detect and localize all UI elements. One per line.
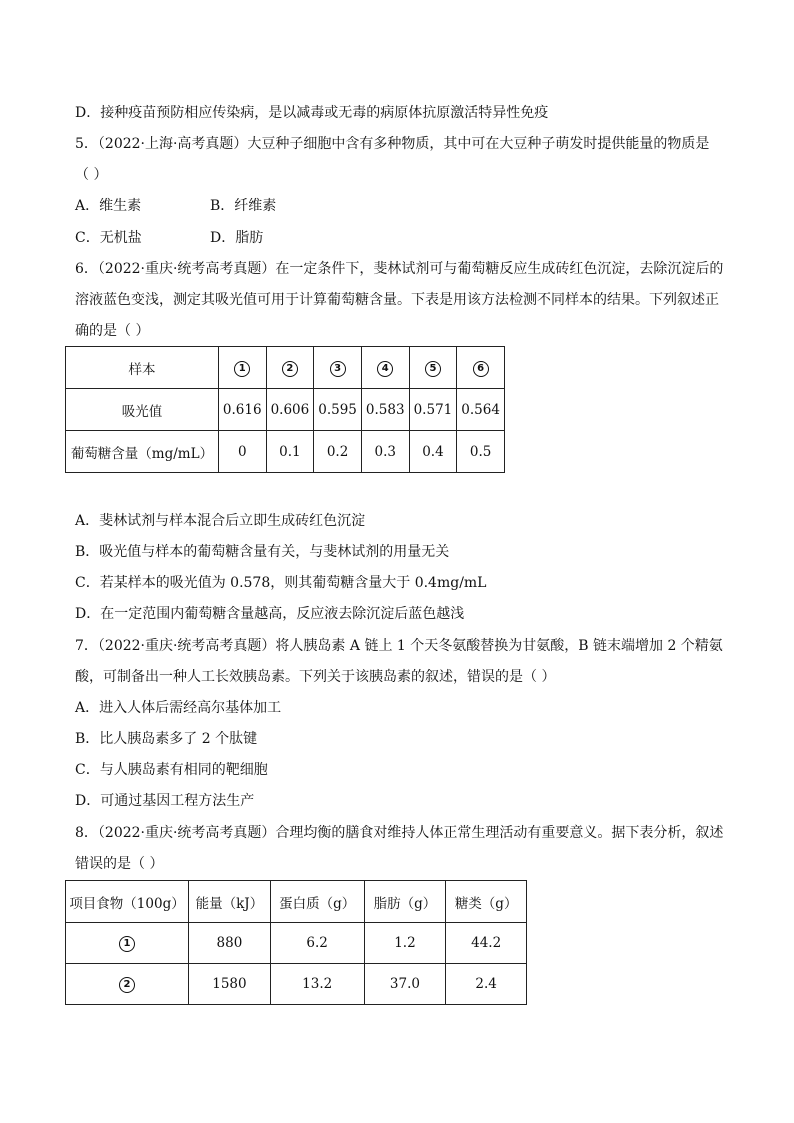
table-cell: 6.2 (270, 923, 364, 964)
table-cell: 880 (189, 923, 271, 964)
table-cell: 0.3 (361, 431, 409, 473)
q5-option-d: D．脂肪 (210, 230, 264, 246)
circled-number-icon: 1 (119, 936, 135, 952)
q8-header-fat: 脂肪（g） (364, 881, 446, 923)
q6-option-c: C．若某样本的吸光值为 0.578，则其葡萄糖含量大于 0.4mg/mL (75, 575, 487, 591)
q8-header-energy: 能量（kJ） (189, 881, 271, 923)
q6-sample-6 (457, 347, 505, 389)
table-cell: 37.0 (364, 964, 446, 1005)
q5-options-row-1 (75, 196, 276, 216)
q7-option-d: D．可通过基因工程方法生产 (75, 793, 255, 809)
q8-table-header-row (66, 881, 527, 923)
q8-table (65, 880, 527, 1005)
q7-option-b: B．比人胰岛素多了 2 个肽键 (75, 731, 258, 747)
circled-number-icon: 2 (282, 361, 298, 377)
q6-sample-5 (409, 347, 457, 389)
q7-stem: 7．（2022·重庆·统考高考真题）将人胰岛素 A 链上 1 个天冬氨酸替换为甘氨酸，B 链末端增加 2 个精氨酸，可制备出一种人工长效胰岛素。下列关于该胰岛素的叙述，错误的是（ ） (75, 638, 723, 685)
q5-options-row-2 (75, 228, 263, 248)
q8-row-label (66, 964, 189, 1005)
table-cell: 0.583 (361, 389, 409, 431)
table-cell: 0.571 (409, 389, 457, 431)
q6-stem: 6．（2022·重庆·统考高考真题）在一定条件下，斐林试剂可与葡萄糖反应生成砖红色沉淀，去除沉淀后的溶液蓝色变浅，测定其吸光值可用于计算葡萄糖含量。下表是用该方法检测不同样本的结果。下列叙述正确的是（ ） (75, 261, 724, 339)
q5-answer-paren: （ ） (75, 167, 108, 183)
q7-option-c: C．与人胰岛素有相同的靶细胞 (75, 762, 268, 778)
q6-table (65, 346, 505, 473)
q6-table-row-glucose (66, 431, 505, 473)
q8-header-carbs: 糖类（g） (446, 881, 527, 923)
q5-option-b: B．纤维素 (210, 198, 277, 214)
q6-row2-label: 葡萄糖含量（mg/mL） (66, 431, 219, 473)
q5-option-c: C．无机盐 (75, 230, 142, 246)
table-cell: 0.2 (314, 431, 362, 473)
q6-option-b: B．吸光值与样本的葡萄糖含量有关，与斐林试剂的用量无关 (75, 544, 450, 560)
table-row (66, 964, 527, 1005)
q6-header-label: 样本 (66, 347, 219, 389)
table-cell: 1580 (189, 964, 271, 1005)
table-cell: 0 (218, 431, 266, 473)
table-cell: 1.2 (364, 923, 446, 964)
table-cell: 0.5 (457, 431, 505, 473)
table-cell: 0.616 (218, 389, 266, 431)
table-row (66, 923, 527, 964)
circled-number-icon: 3 (330, 361, 346, 377)
table-cell: 0.606 (266, 389, 314, 431)
q4-option-d: D．接种疫苗预防相应传染病，是以减毒或无毒的病原体抗原激活特异性免疫 (75, 105, 549, 121)
table-cell: 13.2 (270, 964, 364, 1005)
q8-row-label (66, 923, 189, 964)
q8-header-food: 项目食物（100g） (66, 881, 189, 923)
q6-sample-3 (314, 347, 362, 389)
circled-number-icon: 1 (234, 361, 250, 377)
q8-stem: 8．（2022·重庆·统考高考真题）合理均衡的膳食对维持人体正常生理活动有重要意义。据下表分析，叙述错误的是（ ） (75, 825, 724, 872)
table-cell: 0.1 (266, 431, 314, 473)
table-cell: 2.4 (446, 964, 527, 1005)
q8-header-protein: 蛋白质（g） (270, 881, 364, 923)
circled-number-icon: 6 (473, 361, 489, 377)
q6-sample-4 (361, 347, 409, 389)
table-cell: 0.4 (409, 431, 457, 473)
circled-number-icon: 2 (119, 977, 135, 993)
q6-option-a: A．斐林试剂与样本混合后立即生成砖红色沉淀 (75, 513, 366, 529)
q6-row1-label: 吸光值 (66, 389, 219, 431)
q6-sample-1 (218, 347, 266, 389)
table-cell: 0.595 (314, 389, 362, 431)
table-cell: 44.2 (446, 923, 527, 964)
q6-table-header-row (66, 347, 505, 389)
table-cell: 0.564 (457, 389, 505, 431)
q6-option-d: D．在一定范围内葡萄糖含量越高，反应液去除沉淀后蓝色越浅 (75, 606, 465, 622)
circled-number-icon: 4 (377, 361, 393, 377)
q5-option-a: A．维生素 (75, 198, 142, 214)
q6-sample-2 (266, 347, 314, 389)
circled-number-icon: 5 (425, 361, 441, 377)
q7-option-a: A．进入人体后需经高尔基体加工 (75, 700, 282, 716)
q5-stem: 5．（2022·上海·高考真题）大豆种子细胞中含有多种物质，其中可在大豆种子萌发时提供能量的物质是 (75, 136, 710, 152)
q6-table-row-absorbance (66, 389, 505, 431)
